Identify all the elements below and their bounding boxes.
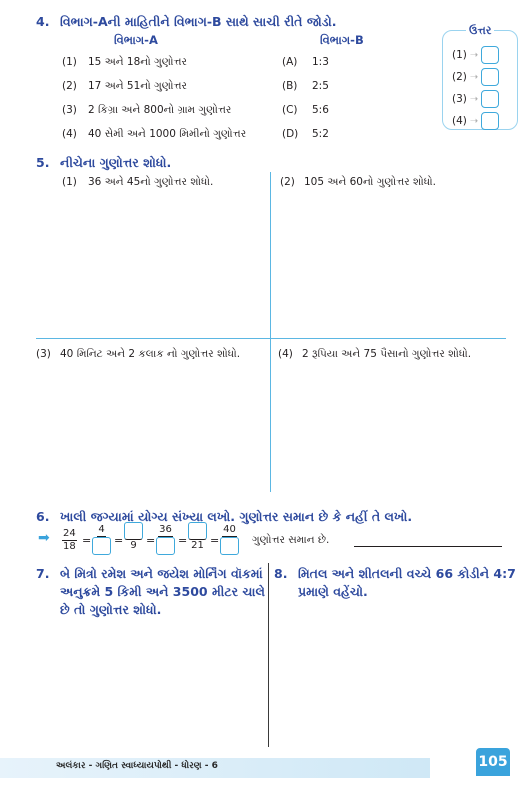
q4-row2-b-text: 2:5 — [312, 80, 329, 92]
q4-answer-row-3-label: (3) — [452, 93, 467, 105]
q5-vertical-divider — [270, 172, 271, 492]
q4-answer-row-4-label: (4) — [452, 115, 467, 127]
q5-part1-text: 36 અને 45નો ગુણોત્તર શોધો. — [88, 176, 214, 188]
q4-row2-number: (2) — [62, 80, 77, 92]
q6-fraction-2 — [92, 524, 111, 555]
q4-answer-row-4 — [452, 112, 499, 130]
q4-answer-row-3 — [452, 90, 499, 108]
q5-part2-number: (2) — [280, 176, 295, 188]
q6-fraction-2-denominator-input[interactable] — [92, 537, 111, 555]
q8-number: 8. — [274, 566, 288, 581]
q6-fraction-4 — [156, 524, 175, 555]
q6-fraction-6 — [220, 524, 239, 555]
q6-fraction-5 — [188, 522, 207, 552]
q7-line-2: અનુક્રમે 5 કિમી અને 3500 મીટર ચાલે — [60, 584, 265, 599]
q6-fraction-5-denominator: 21 — [191, 540, 204, 551]
q5-part3-number: (3) — [36, 348, 51, 360]
q5-horizontal-divider — [36, 338, 506, 339]
q6-equals-5: = — [210, 534, 220, 547]
q4-row4-text: 40 સેમી અને 1000 મિમીનો ગુણોત્તર — [88, 128, 247, 140]
q5-part3-text: 40 મિનિટ અને 2 કલાક નો ગુણોત્તર શોધો. — [60, 348, 241, 360]
arrow-right-icon: ➡ — [38, 530, 50, 546]
q5-part1-number: (1) — [62, 176, 77, 188]
q4-row2-b-number: (B) — [282, 80, 298, 92]
q4-row4-number: (4) — [62, 128, 77, 140]
q6-fraction-5-numerator-input[interactable] — [188, 522, 207, 540]
q8-line-1: મિતલ અને શીતલની વચ્ચે 66 કોડીને 4:7 — [298, 566, 516, 581]
q4-answer-2-input[interactable] — [481, 68, 499, 86]
q6-fraction-3-numerator-input[interactable] — [124, 522, 143, 540]
q4-title: વિભાગ-Aની માહિતીને વિભાગ-B સાથે સાચી રીતે જોડો. — [60, 14, 337, 29]
q4-row3-b-text: 5:6 — [312, 104, 329, 116]
footer-book-title: અલંકાર - ગણિત સ્વાધ્યાયપોથી - ધોરણ - 6 — [56, 761, 218, 771]
q6-statement: ગુણોત્તર સમાન છે. — [252, 534, 330, 546]
q4-answer-3-input[interactable] — [481, 90, 499, 108]
q6-equals-2: = — [114, 534, 124, 547]
q6-fraction-1-numerator: 24 — [63, 528, 76, 539]
page-number: 105 — [476, 748, 510, 776]
q6-fraction-4-denominator-input[interactable] — [156, 537, 175, 555]
q6-answer-line[interactable] — [354, 546, 502, 547]
q4-answer-4-input[interactable] — [481, 112, 499, 130]
q6-fraction-2-numerator: 4 — [98, 524, 105, 535]
q6-title: ખાલી જગ્યામાં યોગ્ય સંખ્યા લખો. ગુણોત્તર સમાન છે કે નહીં તે લખો. — [60, 509, 413, 524]
q4-answer-heading: ઉત્તર — [466, 24, 494, 38]
q4-row1-number: (1) — [62, 56, 77, 68]
q6-equals-4: = — [178, 534, 188, 547]
q4-row2-text: 17 અને 51નો ગુણોત્તર — [88, 80, 187, 92]
q4-row3-b-number: (C) — [282, 104, 298, 116]
q4-row3-text: 2 કિગ્રા અને 800નો ગ્રામ ગુણોત્તર — [88, 104, 232, 116]
q6-fraction-3 — [124, 522, 143, 552]
q7-line-3: છે તો ગુણોત્તર શોધો. — [60, 602, 162, 617]
q6-equals-1: = — [82, 534, 92, 547]
q4-row4-b-number: (D) — [282, 128, 299, 140]
q4-row1-text: 15 અને 18નો ગુણોત્તર — [88, 56, 187, 68]
q4-row1-b-number: (A) — [282, 56, 298, 68]
q4-answer-row-2-label: (2) — [452, 71, 467, 83]
q4-column-b-heading: વિભાગ-B — [320, 33, 364, 47]
arrow-right-icon: ➝ — [469, 93, 479, 105]
q8-line-2: પ્રમાણે વહેંચો. — [298, 584, 368, 599]
q7-line-1: બે મિત્રો રમેશ અને જયેશ મોર્નિંગ વૉકમાં — [60, 566, 263, 581]
q6-fraction-4-numerator: 36 — [159, 524, 172, 535]
arrow-right-icon: ➝ — [469, 49, 479, 61]
q6-fraction-1 — [62, 528, 77, 553]
q6-fraction-3-denominator: 9 — [130, 540, 137, 551]
q4-number: 4. — [36, 14, 50, 29]
q4-row1-b-text: 1:3 — [312, 56, 329, 68]
q4-answer-row-1 — [452, 46, 499, 64]
q6-fraction-1-denominator: 18 — [63, 541, 76, 552]
q5-part4-text: 2 રૂપિયા અને 75 પૈસાનો ગુણોત્તર શોધો. — [302, 348, 472, 360]
q6-number: 6. — [36, 509, 50, 524]
arrow-right-icon: ➝ — [469, 115, 479, 127]
q4-row3-number: (3) — [62, 104, 77, 116]
arrow-right-icon: ➝ — [469, 71, 479, 83]
q5-number: 5. — [36, 155, 50, 170]
q6-equals-3: = — [146, 534, 156, 547]
q6-fraction-6-denominator-input[interactable] — [220, 537, 239, 555]
q5-part2-text: 105 અને 60નો ગુણોત્તર શોધો. — [304, 176, 436, 188]
q4-column-a-heading: વિભાગ-A — [114, 33, 158, 47]
q7-number: 7. — [36, 566, 50, 581]
q6-fraction-6-numerator: 40 — [223, 524, 236, 535]
q4-answer-row-1-label: (1) — [452, 49, 467, 61]
q4-row4-b-text: 5:2 — [312, 128, 329, 140]
q5-part4-number: (4) — [278, 348, 293, 360]
q4-answer-row-2 — [452, 68, 499, 86]
q5-title: નીચેના ગુણોત્તર શોધો. — [60, 155, 172, 170]
q4-answer-1-input[interactable] — [481, 46, 499, 64]
q7-q8-divider — [268, 563, 269, 747]
